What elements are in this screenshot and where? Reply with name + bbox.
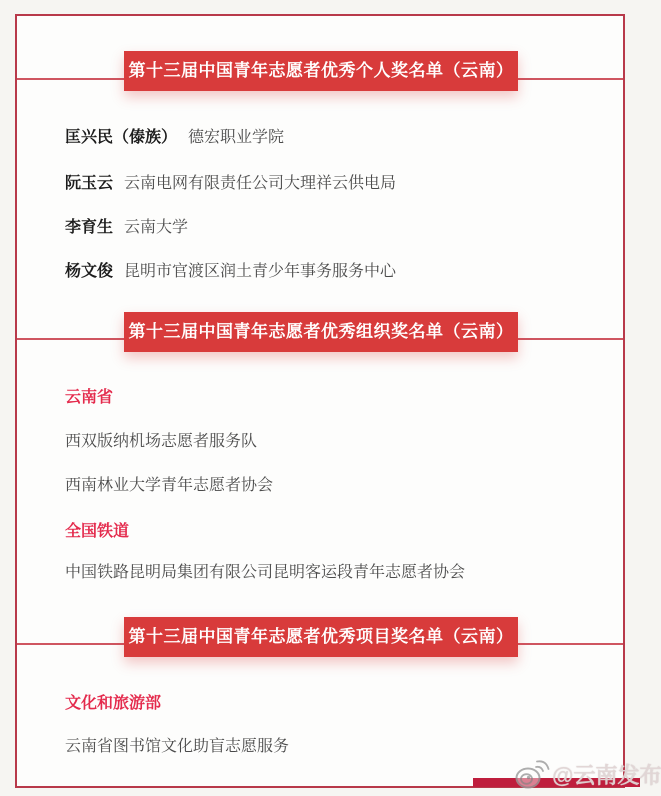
awardee-organization: 云南省图书馆文化助盲志愿服务 xyxy=(65,738,290,755)
group-heading-national-railway: 全国铁道 xyxy=(65,523,130,540)
section-banner-individual-awards: 第十三届中国青年志愿者优秀个人奖名单（云南） xyxy=(124,51,518,91)
section-banner-project-awards: 第十三届中国青年志愿者优秀项目奖名单（云南） xyxy=(124,617,518,657)
group-heading-yunnan-province: 云南省 xyxy=(65,389,114,406)
award-entry xyxy=(65,173,600,195)
award-entry xyxy=(65,562,600,584)
award-entry xyxy=(65,475,600,497)
award-entry xyxy=(65,217,600,239)
award-entry xyxy=(65,736,600,758)
awardee-name: 杨文俊 xyxy=(65,263,114,280)
awardee-organization: 云南电网有限责任公司大理祥云供电局 xyxy=(124,175,397,192)
award-entry xyxy=(65,127,600,149)
group-heading-culture-tourism-ministry: 文化和旅游部 xyxy=(65,695,162,712)
awardee-organization: 西双版纳机场志愿者服务队 xyxy=(65,433,258,450)
awardee-organization: 德宏职业学院 xyxy=(188,129,285,146)
awardee-name: 阮玉云 xyxy=(65,175,114,192)
awardee-organization: 云南大学 xyxy=(124,219,189,236)
section-banner-organization-awards: 第十三届中国青年志愿者优秀组织奖名单（云南） xyxy=(124,312,518,352)
award-entry xyxy=(65,431,600,453)
awardee-name: 李育生 xyxy=(65,219,114,236)
awardee-organization: 西南林业大学青年志愿者协会 xyxy=(65,477,274,494)
bottom-accent-bar xyxy=(473,778,640,787)
awardee-organization: 中国铁路昆明局集团有限公司昆明客运段青年志愿者协会 xyxy=(65,564,466,581)
awardee-name: 匡兴民（傣族） xyxy=(65,129,178,146)
watermark-handle: @云南发布 xyxy=(552,762,661,788)
award-entry xyxy=(65,261,600,283)
awardee-organization: 昆明市官渡区润土青少年事务服务中心 xyxy=(124,263,397,280)
